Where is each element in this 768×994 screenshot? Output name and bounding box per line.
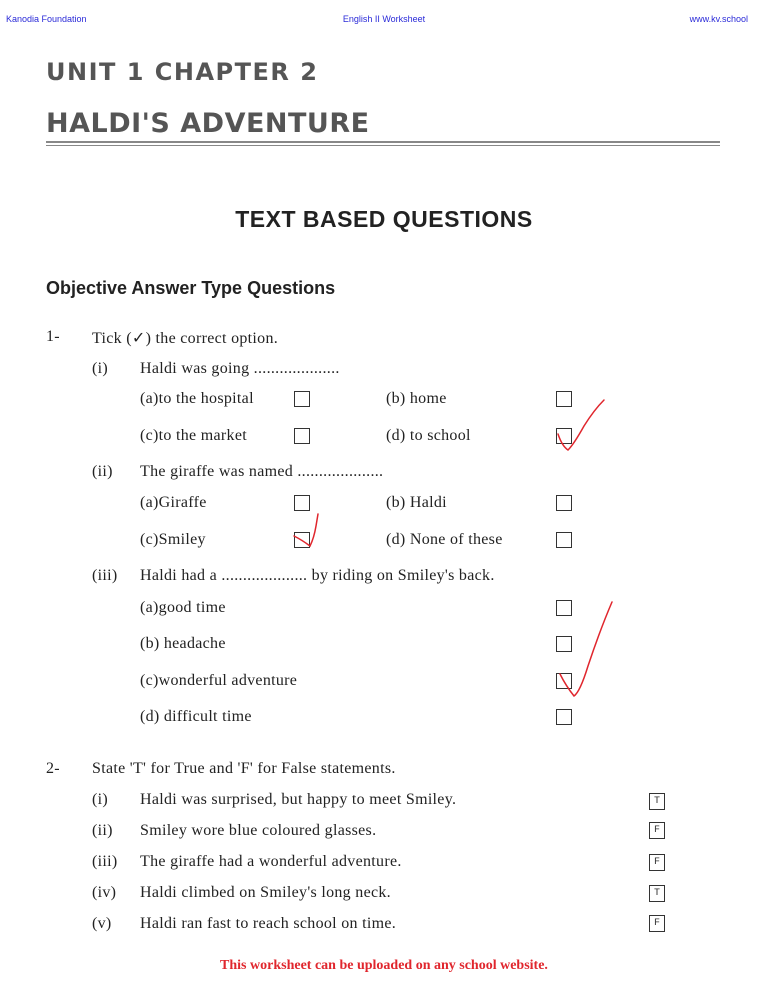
q1-part-text: The giraffe was named ....................	[140, 463, 384, 480]
statement-text: Haldi was surprised, but happy to meet Smiley.	[140, 791, 457, 808]
subsection-title: Objective Answer Type Questions	[46, 278, 336, 298]
statement-number: (v)	[92, 915, 112, 932]
option-d-label: (d) difficult time	[140, 708, 252, 725]
handwritten-tick-icon	[290, 512, 330, 552]
q1-part-number: (ii)	[92, 463, 113, 480]
option-a-checkbox[interactable]	[294, 391, 310, 407]
answer-box[interactable]: T	[649, 793, 665, 810]
option-c-label: (c)to the market	[140, 427, 247, 444]
option-d-label: (d) to school	[386, 427, 471, 444]
option-d-checkbox[interactable]	[556, 532, 572, 548]
q1-part-number: (i)	[92, 360, 109, 377]
option-a-checkbox[interactable]	[294, 495, 310, 511]
statement-text: Smiley wore blue coloured glasses.	[140, 822, 377, 839]
unit-heading: UNIT 1 CHAPTER 2	[46, 58, 319, 86]
statement-number: (ii)	[92, 822, 113, 839]
statement-number: (iii)	[92, 853, 118, 870]
answer-box[interactable]: F	[649, 915, 665, 932]
statement-number: (i)	[92, 791, 109, 808]
option-b-label: (b) headache	[140, 635, 226, 652]
header-center: English II Worksheet	[342, 14, 426, 24]
chapter-title: HALDI'S ADVENTURE	[46, 108, 370, 139]
option-a-label: (a)good time	[140, 599, 226, 616]
option-a-label: (a)to the hospital	[140, 390, 254, 407]
option-a-label: (a)Giraffe	[140, 494, 207, 511]
footer-note: This worksheet can be uploaded on any school website.	[220, 958, 548, 973]
answer-box[interactable]: F	[649, 822, 665, 839]
statement-text: Haldi ran fast to reach school on time.	[140, 915, 397, 932]
answer-box[interactable]: F	[649, 854, 665, 871]
answer-box[interactable]: T	[649, 885, 665, 902]
handwritten-tick-icon	[548, 396, 618, 456]
statement-text: The giraffe had a wonderful adventure.	[140, 853, 402, 870]
q1-number: 1-	[46, 328, 60, 345]
title-rule-thin	[46, 145, 720, 146]
q1-part-text: Haldi was going ....................	[140, 360, 340, 377]
option-d-checkbox[interactable]	[556, 709, 572, 725]
header-right-link[interactable]: www.kv.school	[689, 14, 748, 24]
option-c-label: (c)Smiley	[140, 531, 206, 548]
q1-part-number: (iii)	[92, 567, 118, 584]
q1-instruction: Tick (✓) the correct option.	[92, 330, 279, 347]
statement-number: (iv)	[92, 884, 117, 901]
option-b-label: (b) home	[386, 390, 447, 407]
handwritten-tick-icon	[556, 600, 616, 700]
statement-text: Haldi climbed on Smiley's long neck.	[140, 884, 391, 901]
title-rule	[46, 141, 720, 143]
option-c-label: (c)wonderful adventure	[140, 672, 298, 689]
header-left: Kanodia Foundation	[6, 14, 87, 24]
option-b-label: (b) Haldi	[386, 494, 447, 511]
option-d-label: (d) None of these	[386, 531, 503, 548]
section-title: TEXT BASED QUESTIONS	[235, 206, 533, 232]
q1-part-text: Haldi had a .................... by riding on Smiley's back.	[140, 567, 495, 584]
option-b-checkbox[interactable]	[556, 495, 572, 511]
q2-instruction: State 'T' for True and 'F' for False statements.	[92, 760, 396, 777]
option-c-checkbox[interactable]	[294, 428, 310, 444]
q2-number: 2-	[46, 760, 60, 777]
